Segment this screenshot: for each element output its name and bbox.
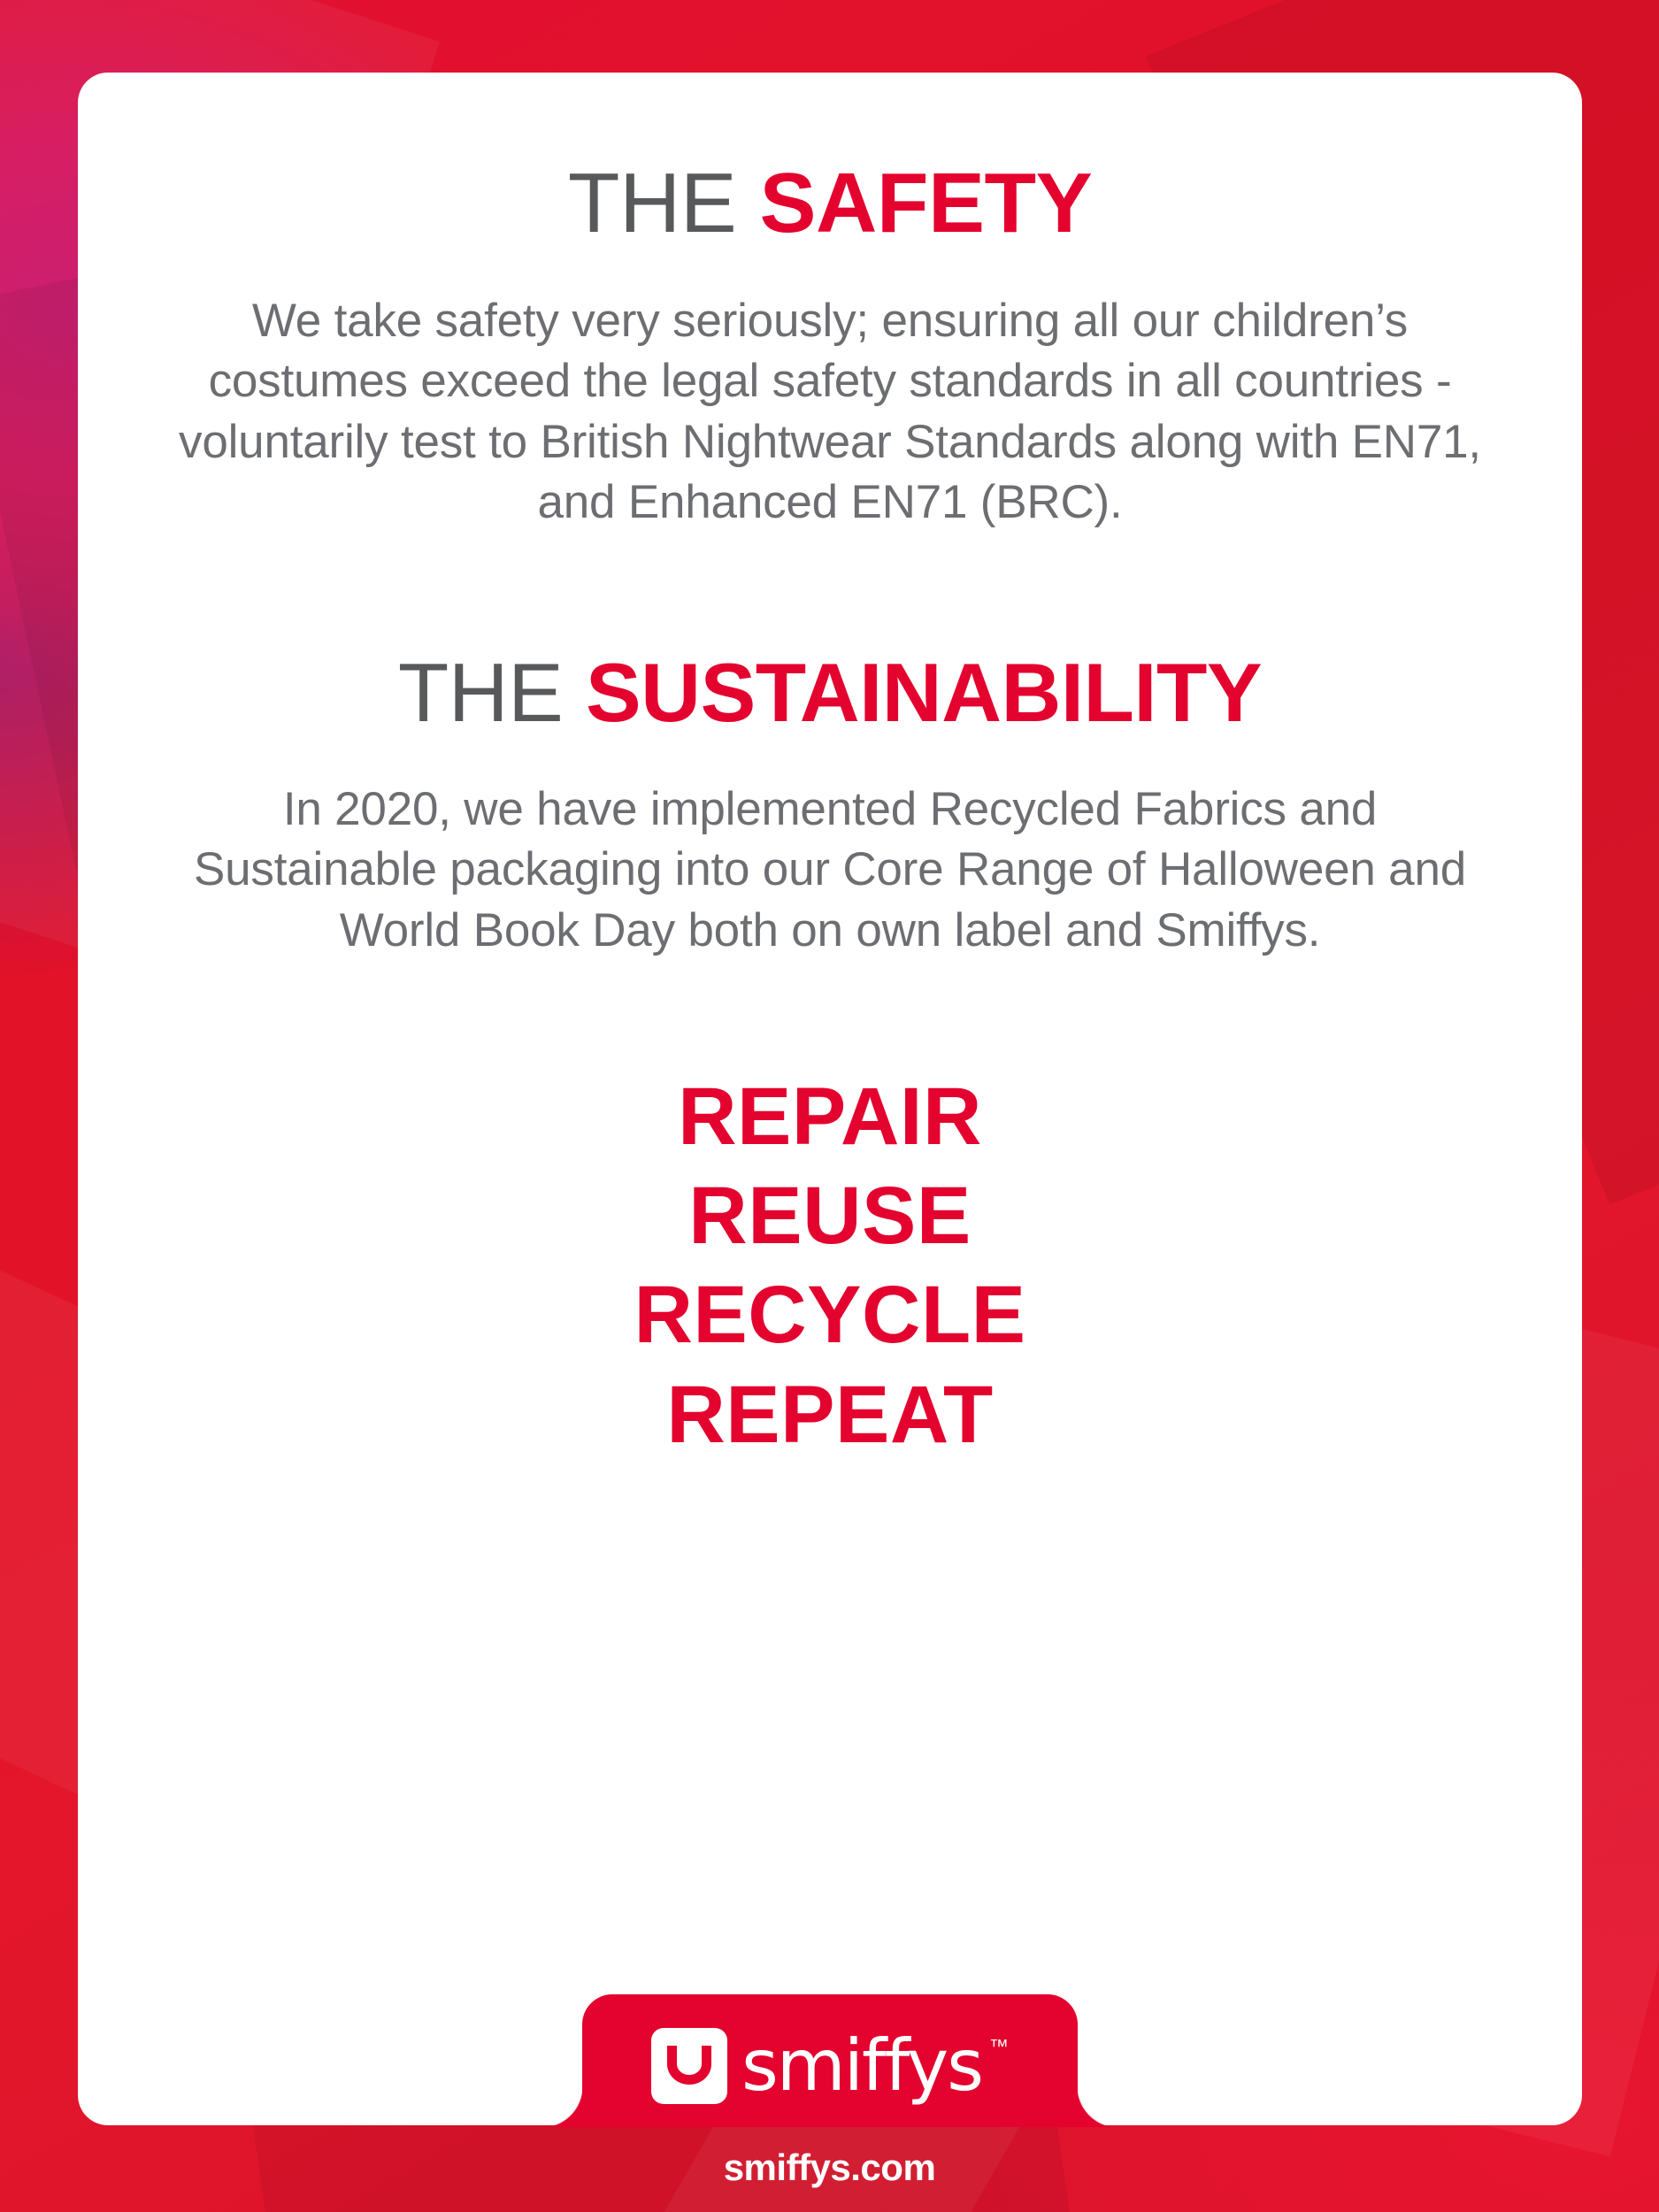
logo-wordmark: smiffys [741, 2024, 982, 2107]
slogan-line: REUSE [688, 1171, 972, 1262]
content-card [78, 73, 1582, 2125]
safety-heading-accent: SAFETY [759, 156, 1093, 250]
smile-icon [651, 2028, 727, 2104]
safety-heading-prefix: THE [567, 156, 760, 250]
sustainability-heading-prefix: THE [397, 646, 586, 740]
website-url[interactable]: smiffys.com [723, 2147, 936, 2188]
slogan-block [177, 1067, 1483, 1464]
content-body [78, 73, 1582, 1464]
slogan-line: RECYCLE [634, 1270, 1026, 1361]
sustainability-heading-accent: SUSTAINABILITY [585, 646, 1263, 740]
slogan-line: REPAIR [678, 1071, 982, 1162]
sustainability-heading [177, 646, 1483, 740]
safety-heading [177, 73, 1483, 249]
sustainability-body-text: In 2020, we have implemented Recycled Fabrics and Sustainable packaging into our Core Range of Halloween and World Book Day both on own label and Smiffys. [193, 782, 1467, 956]
safety-body-text: We take safety very seriously; ensuring all our children’s costumes exceed the legal safety standards in all countries - voluntarily test to British Nightwear Standards along with EN71, and Enhanced EN71 (BRC). [179, 294, 1481, 528]
footer-logo-tab [582, 1994, 1078, 2127]
trademark-symbol: ™ [988, 2035, 1009, 2057]
brand-logo [651, 2024, 1009, 2107]
slogan-line: REPEAT [666, 1369, 994, 1460]
